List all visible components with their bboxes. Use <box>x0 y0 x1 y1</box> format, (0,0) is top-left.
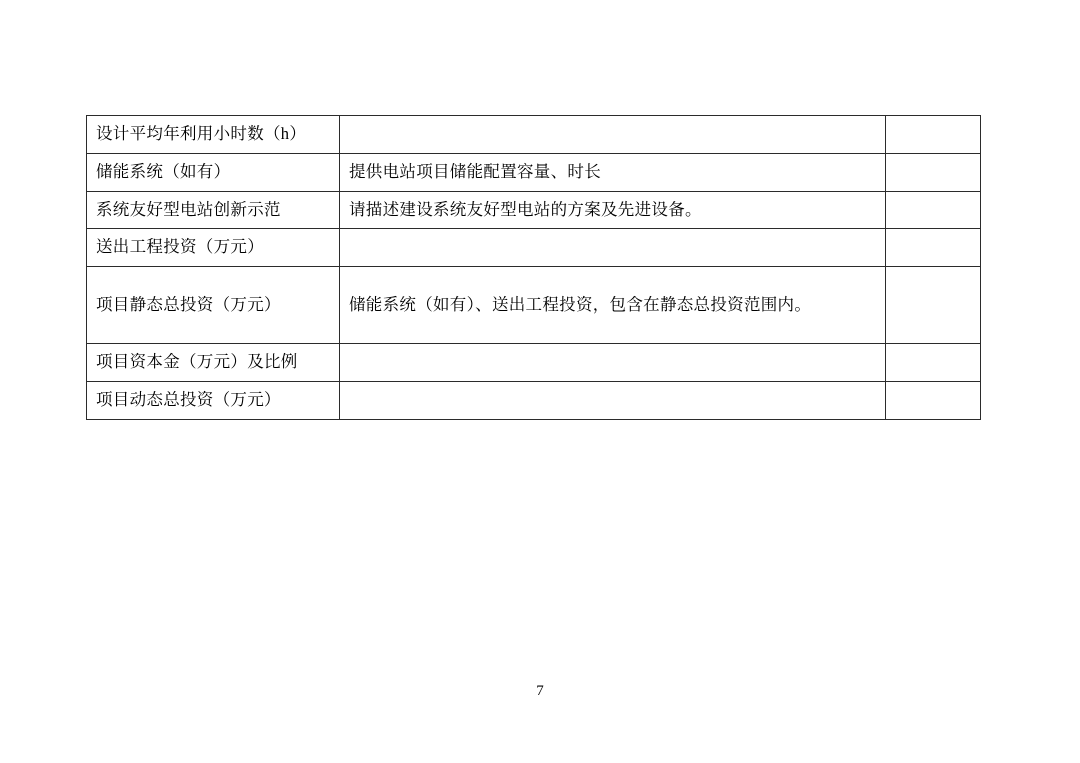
row-value <box>886 191 981 229</box>
table-row <box>87 267 981 344</box>
table-row <box>87 344 981 382</box>
row-description <box>340 344 886 382</box>
table-body <box>87 116 981 420</box>
row-value <box>886 381 981 419</box>
row-label: 项目资本金（万元）及比例 <box>87 344 340 382</box>
row-label: 项目静态总投资（万元） <box>87 267 340 344</box>
table-row <box>87 116 981 154</box>
row-value <box>886 116 981 154</box>
row-description: 提供电站项目储能配置容量、时长 <box>340 153 886 191</box>
project-investment-table <box>86 115 981 420</box>
row-label: 项目动态总投资（万元） <box>87 381 340 419</box>
row-description <box>340 381 886 419</box>
row-description: 请描述建设系统友好型电站的方案及先进设备。 <box>340 191 886 229</box>
row-value <box>886 229 981 267</box>
table-row <box>87 153 981 191</box>
row-label: 送出工程投资（万元） <box>87 229 340 267</box>
table-row <box>87 229 981 267</box>
row-label: 系统友好型电站创新示范 <box>87 191 340 229</box>
table-row <box>87 191 981 229</box>
row-description: 储能系统（如有）、送出工程投资，包含在静态总投资范围内。 <box>340 267 886 344</box>
row-description <box>340 116 886 154</box>
row-value <box>886 267 981 344</box>
row-label: 设计平均年利用小时数（h） <box>87 116 340 154</box>
row-value <box>886 153 981 191</box>
row-description <box>340 229 886 267</box>
row-label: 储能系统（如有） <box>87 153 340 191</box>
page-number: 7 <box>536 683 544 699</box>
table-row <box>87 381 981 419</box>
row-value <box>886 344 981 382</box>
